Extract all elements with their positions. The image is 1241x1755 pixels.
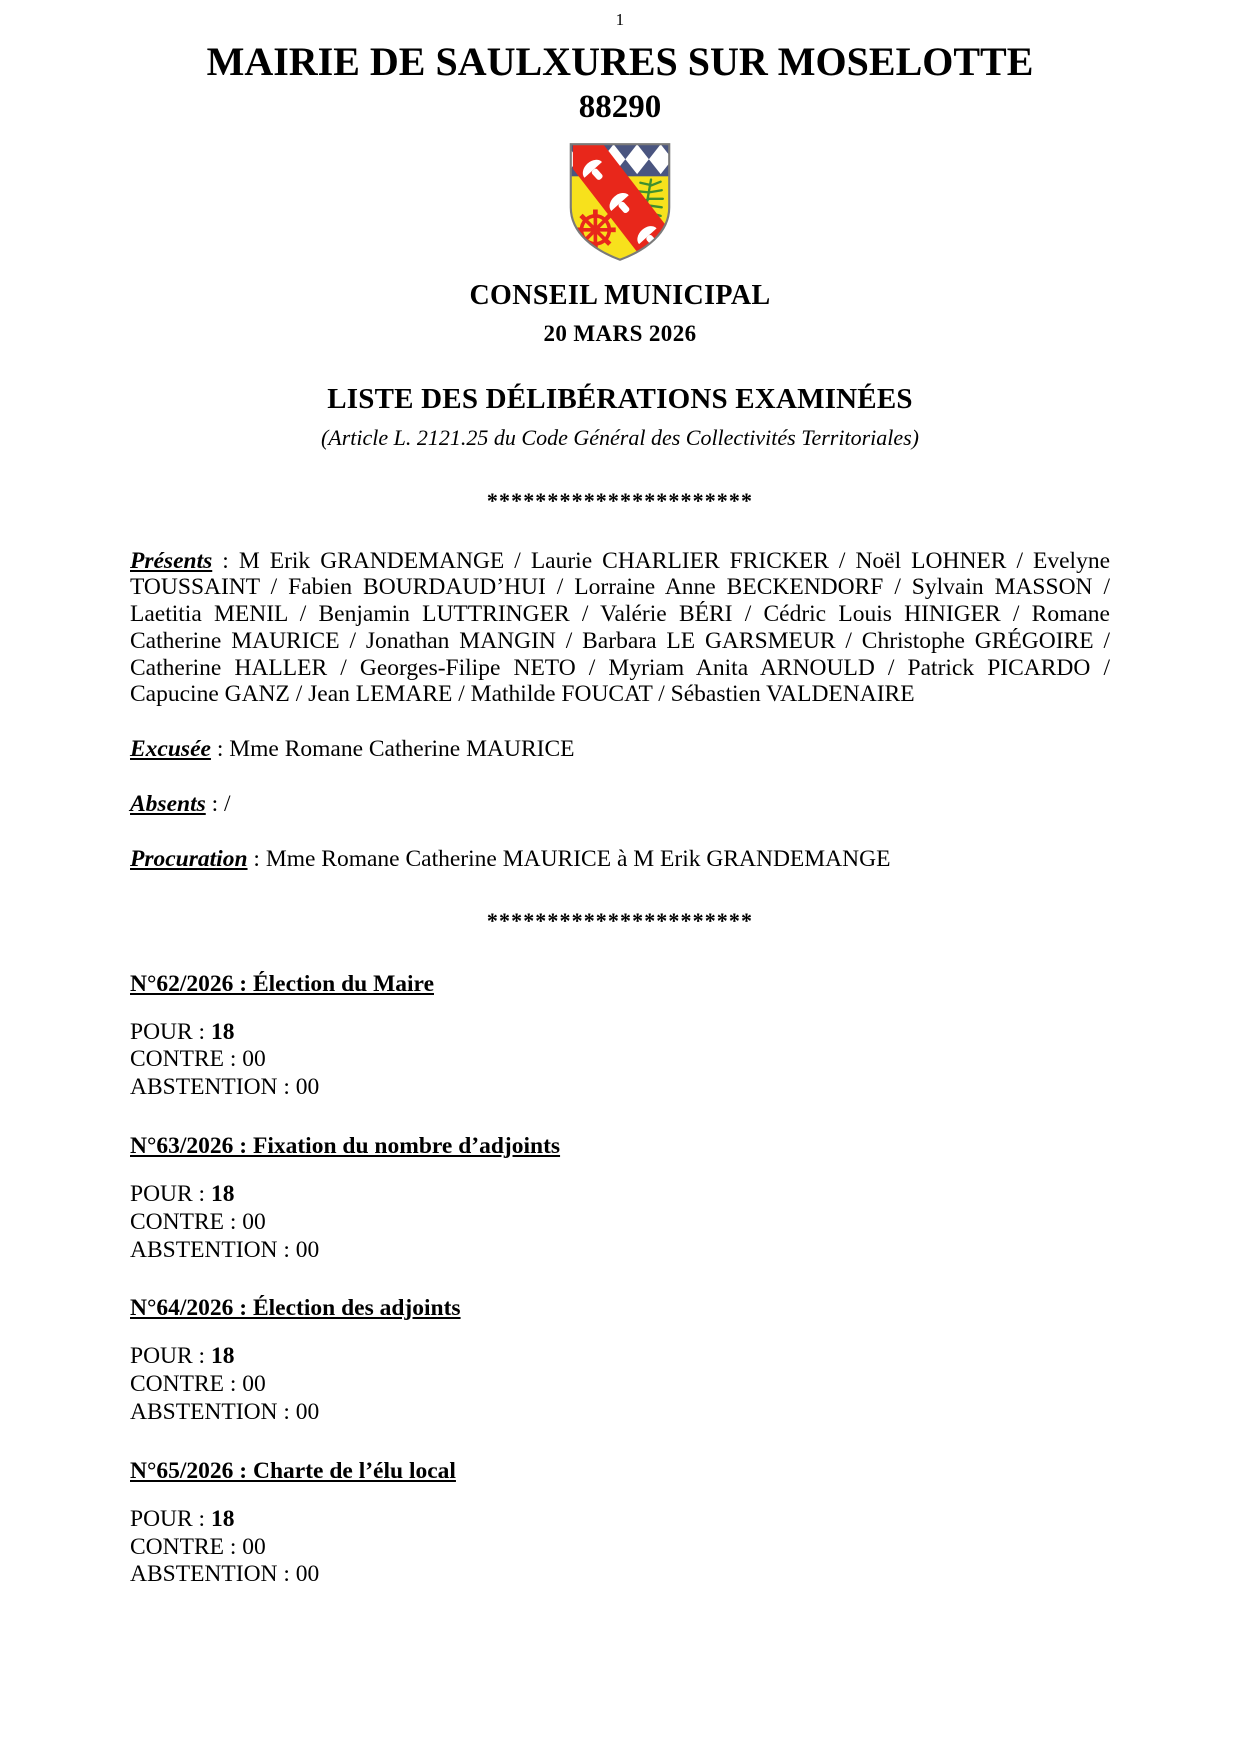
vote-pour-label: POUR : — [130, 1505, 211, 1532]
deliberation-title: N°63/2026 : Fixation du nombre d’adjoints — [130, 1132, 561, 1159]
separator-asterisks-bottom: ********************** — [486, 907, 754, 933]
coat-of-arms-icon — [566, 141, 674, 263]
legal-reference: (Article L. 2121.25 du Code Général des Collectivités Territoriales) — [320, 425, 920, 451]
deliberation-title: N°62/2026 : Élection du Maire — [130, 970, 434, 997]
vote-abstention-value: 00 — [295, 1236, 320, 1263]
absent-separator: : — [205, 791, 225, 818]
page-title: MAIRIE DE SAULXURES SUR MOSELOTTE — [206, 39, 1034, 85]
vote-abstention-label: ABSTENTION : — [130, 1074, 296, 1101]
vote-abstention — [130, 1237, 1110, 1265]
coat-of-arms-wrapper — [130, 141, 1110, 263]
vote-pour-value: 18 — [210, 1505, 235, 1532]
vote-pour-value: 18 — [210, 1343, 235, 1370]
vote-pour — [130, 1506, 1110, 1534]
vote-pour — [130, 1019, 1110, 1047]
vote-pour-value: 18 — [210, 1018, 235, 1045]
vote-abstention — [130, 1074, 1110, 1102]
vote-contre-value: 00 — [242, 1046, 266, 1073]
present-names: M Erik GRANDEMANGE / Laurie CHARLIER FRICKER / Noël LOHNER / Evelyne TOUSSAINT / Fabien BOURDAUD’HUI / Lorraine Anne BECKENDORF / Sylvain MASSON / Laetitia MENIL / Benjamin LUTTRINGER / Valérie BÉRI / Cédric Louis HINIGER / Romane Catherine MAURICE / Jonathan MANGIN / Barbara LE GARSMEUR / Christophe GRÉGOIRE / Catherine HALLER / Georges-Filipe NETO / Myriam Anita ARNOULD / Patrick PICARDO / Capucine GANZ / Jean LEMARE / Mathilde FOUCAT / Sébastien VALDENAIRE — [130, 547, 1110, 708]
vote-results — [130, 1019, 1110, 1102]
council-title: CONSEIL MUNICIPAL — [469, 280, 771, 312]
proxy-paragraph — [130, 846, 1110, 873]
vote-abstention-label: ABSTENTION : — [130, 1561, 296, 1588]
vote-contre-label: CONTRE : — [130, 1208, 243, 1235]
present-separator: : — [212, 547, 239, 574]
vote-contre-value: 00 — [242, 1208, 266, 1235]
absent-value: / — [224, 791, 231, 818]
vote-abstention — [130, 1561, 1110, 1589]
list-title: LISTE DES DÉLIBÉRATIONS EXAMINÉES — [327, 383, 913, 416]
present-paragraph — [130, 548, 1110, 709]
excused-separator: : — [210, 736, 230, 763]
vote-pour — [130, 1343, 1110, 1371]
postal-code: 88290 — [578, 88, 662, 125]
deliberation-item — [130, 1132, 1110, 1264]
vote-abstention-value: 00 — [295, 1561, 320, 1588]
deliberation-item — [130, 1457, 1110, 1589]
vote-contre-value: 00 — [242, 1533, 266, 1560]
vote-contre — [130, 1209, 1110, 1237]
vote-contre-label: CONTRE : — [130, 1046, 243, 1073]
vote-contre-label: CONTRE : — [130, 1371, 243, 1398]
vote-contre-value: 00 — [242, 1371, 266, 1398]
proxy-label: Procuration — [130, 845, 248, 872]
vote-contre — [130, 1534, 1110, 1562]
deliberations-list — [130, 970, 1110, 1589]
deliberation-title: N°65/2026 : Charte de l’élu local — [130, 1457, 456, 1484]
session-date: 20 MARS 2026 — [543, 320, 697, 346]
vote-results — [130, 1181, 1110, 1264]
excused-paragraph — [130, 736, 1110, 763]
proxy-value: Mme Romane Catherine MAURICE à M Erik GRANDEMANGE — [265, 845, 891, 872]
separator-asterisks-top: ********************** — [486, 487, 754, 513]
vote-abstention-label: ABSTENTION : — [130, 1398, 296, 1425]
excused-value: Mme Romane Catherine MAURICE — [229, 736, 575, 763]
vote-contre — [130, 1371, 1110, 1399]
absent-paragraph — [130, 791, 1110, 818]
vote-pour-label: POUR : — [130, 1181, 211, 1208]
proxy-separator: : — [247, 845, 266, 872]
vote-contre — [130, 1046, 1110, 1074]
vote-pour-label: POUR : — [130, 1343, 211, 1370]
vote-abstention-value: 00 — [295, 1398, 320, 1425]
present-label: Présents — [130, 547, 213, 574]
document-content — [130, 0, 1110, 1589]
vote-results — [130, 1343, 1110, 1426]
deliberation-item — [130, 1294, 1110, 1426]
vote-results — [130, 1506, 1110, 1589]
vote-abstention — [130, 1399, 1110, 1427]
vote-pour-label: POUR : — [130, 1018, 211, 1045]
page-number: 1 — [615, 10, 625, 29]
vote-pour — [130, 1181, 1110, 1209]
vote-abstention-label: ABSTENTION : — [130, 1236, 296, 1263]
vote-pour-value: 18 — [210, 1181, 235, 1208]
deliberation-title: N°64/2026 : Élection des adjoints — [130, 1295, 461, 1322]
attendance-block — [130, 548, 1110, 873]
excused-label: Excusée — [130, 736, 211, 763]
vote-contre-label: CONTRE : — [130, 1533, 243, 1560]
deliberation-item — [130, 970, 1110, 1102]
vote-abstention-value: 00 — [295, 1074, 320, 1101]
absent-label: Absents — [130, 791, 206, 818]
